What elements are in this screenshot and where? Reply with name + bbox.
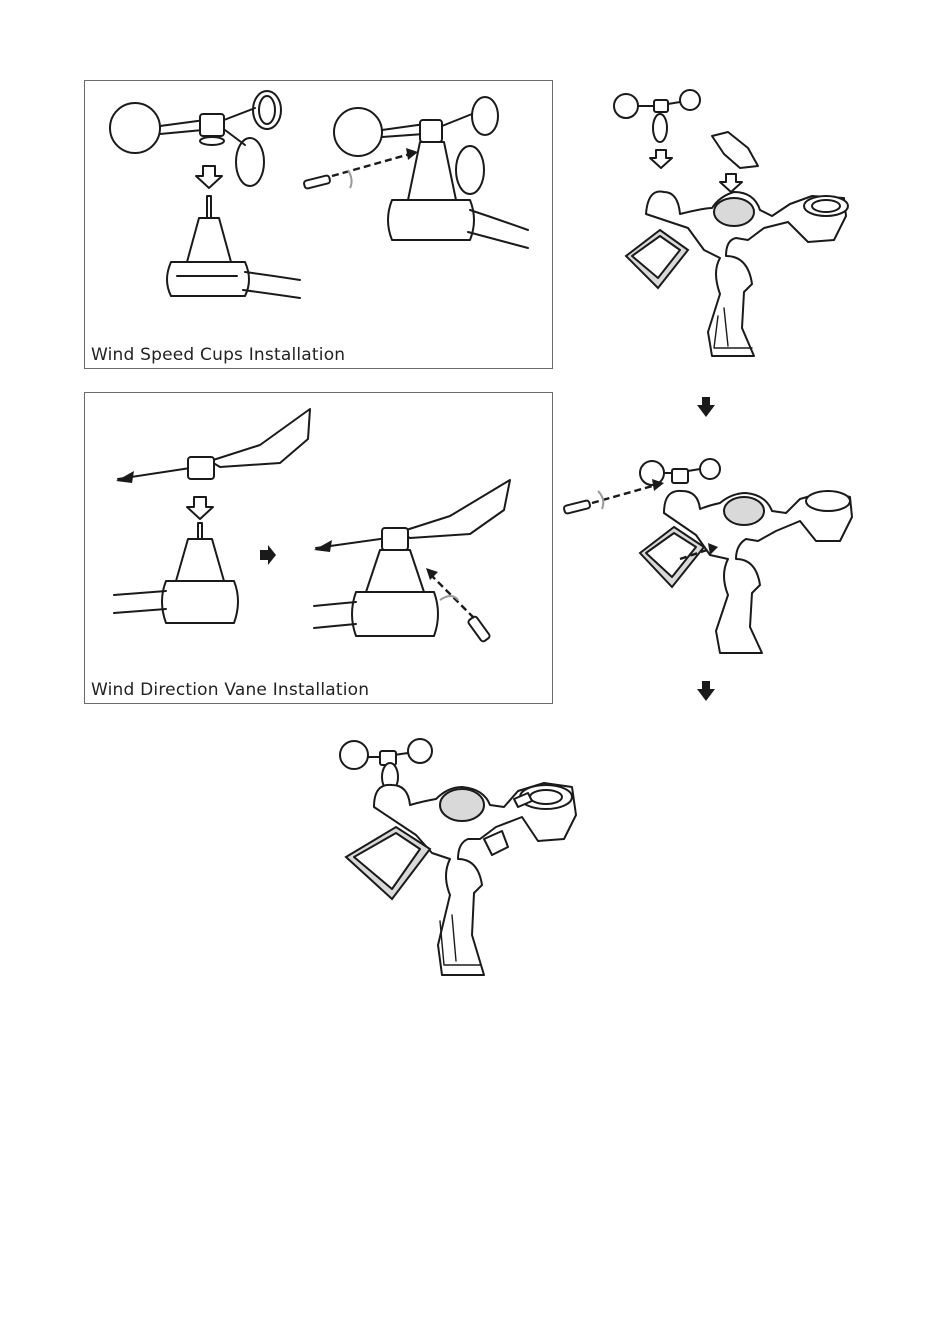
- solid-down-arrow-icon: [697, 397, 715, 417]
- assembled-weather-station-illustration: [332, 735, 612, 985]
- cups-before-install-illustration: [105, 90, 305, 310]
- vane-screw-illustration: [310, 480, 530, 710]
- step-down-arrow-1: [697, 397, 715, 417]
- screwdriver-icon: [467, 616, 490, 643]
- wind-direction-vane-caption: Wind Direction Vane Installation: [91, 680, 370, 700]
- outlined-down-arrow-icon: [720, 174, 742, 192]
- step-down-arrow-2: [697, 681, 715, 701]
- cups-screw-illustration: [300, 90, 530, 270]
- screwdriver-icon: [563, 500, 590, 514]
- wind-speed-cups-caption: Wind Speed Cups Installation: [91, 345, 346, 365]
- vane-before-install-illustration: [110, 405, 320, 635]
- outlined-down-arrow-icon: [650, 150, 672, 168]
- screwdriver-icon: [303, 175, 330, 189]
- solid-down-arrow-icon: [697, 681, 715, 701]
- outlined-down-arrow-icon: [196, 166, 222, 188]
- assembly-step-1-illustration: [608, 88, 858, 358]
- outlined-down-arrow-icon: [187, 497, 213, 519]
- solid-right-arrow-icon: [258, 545, 278, 565]
- assembly-step-2-illustration: [560, 455, 860, 655]
